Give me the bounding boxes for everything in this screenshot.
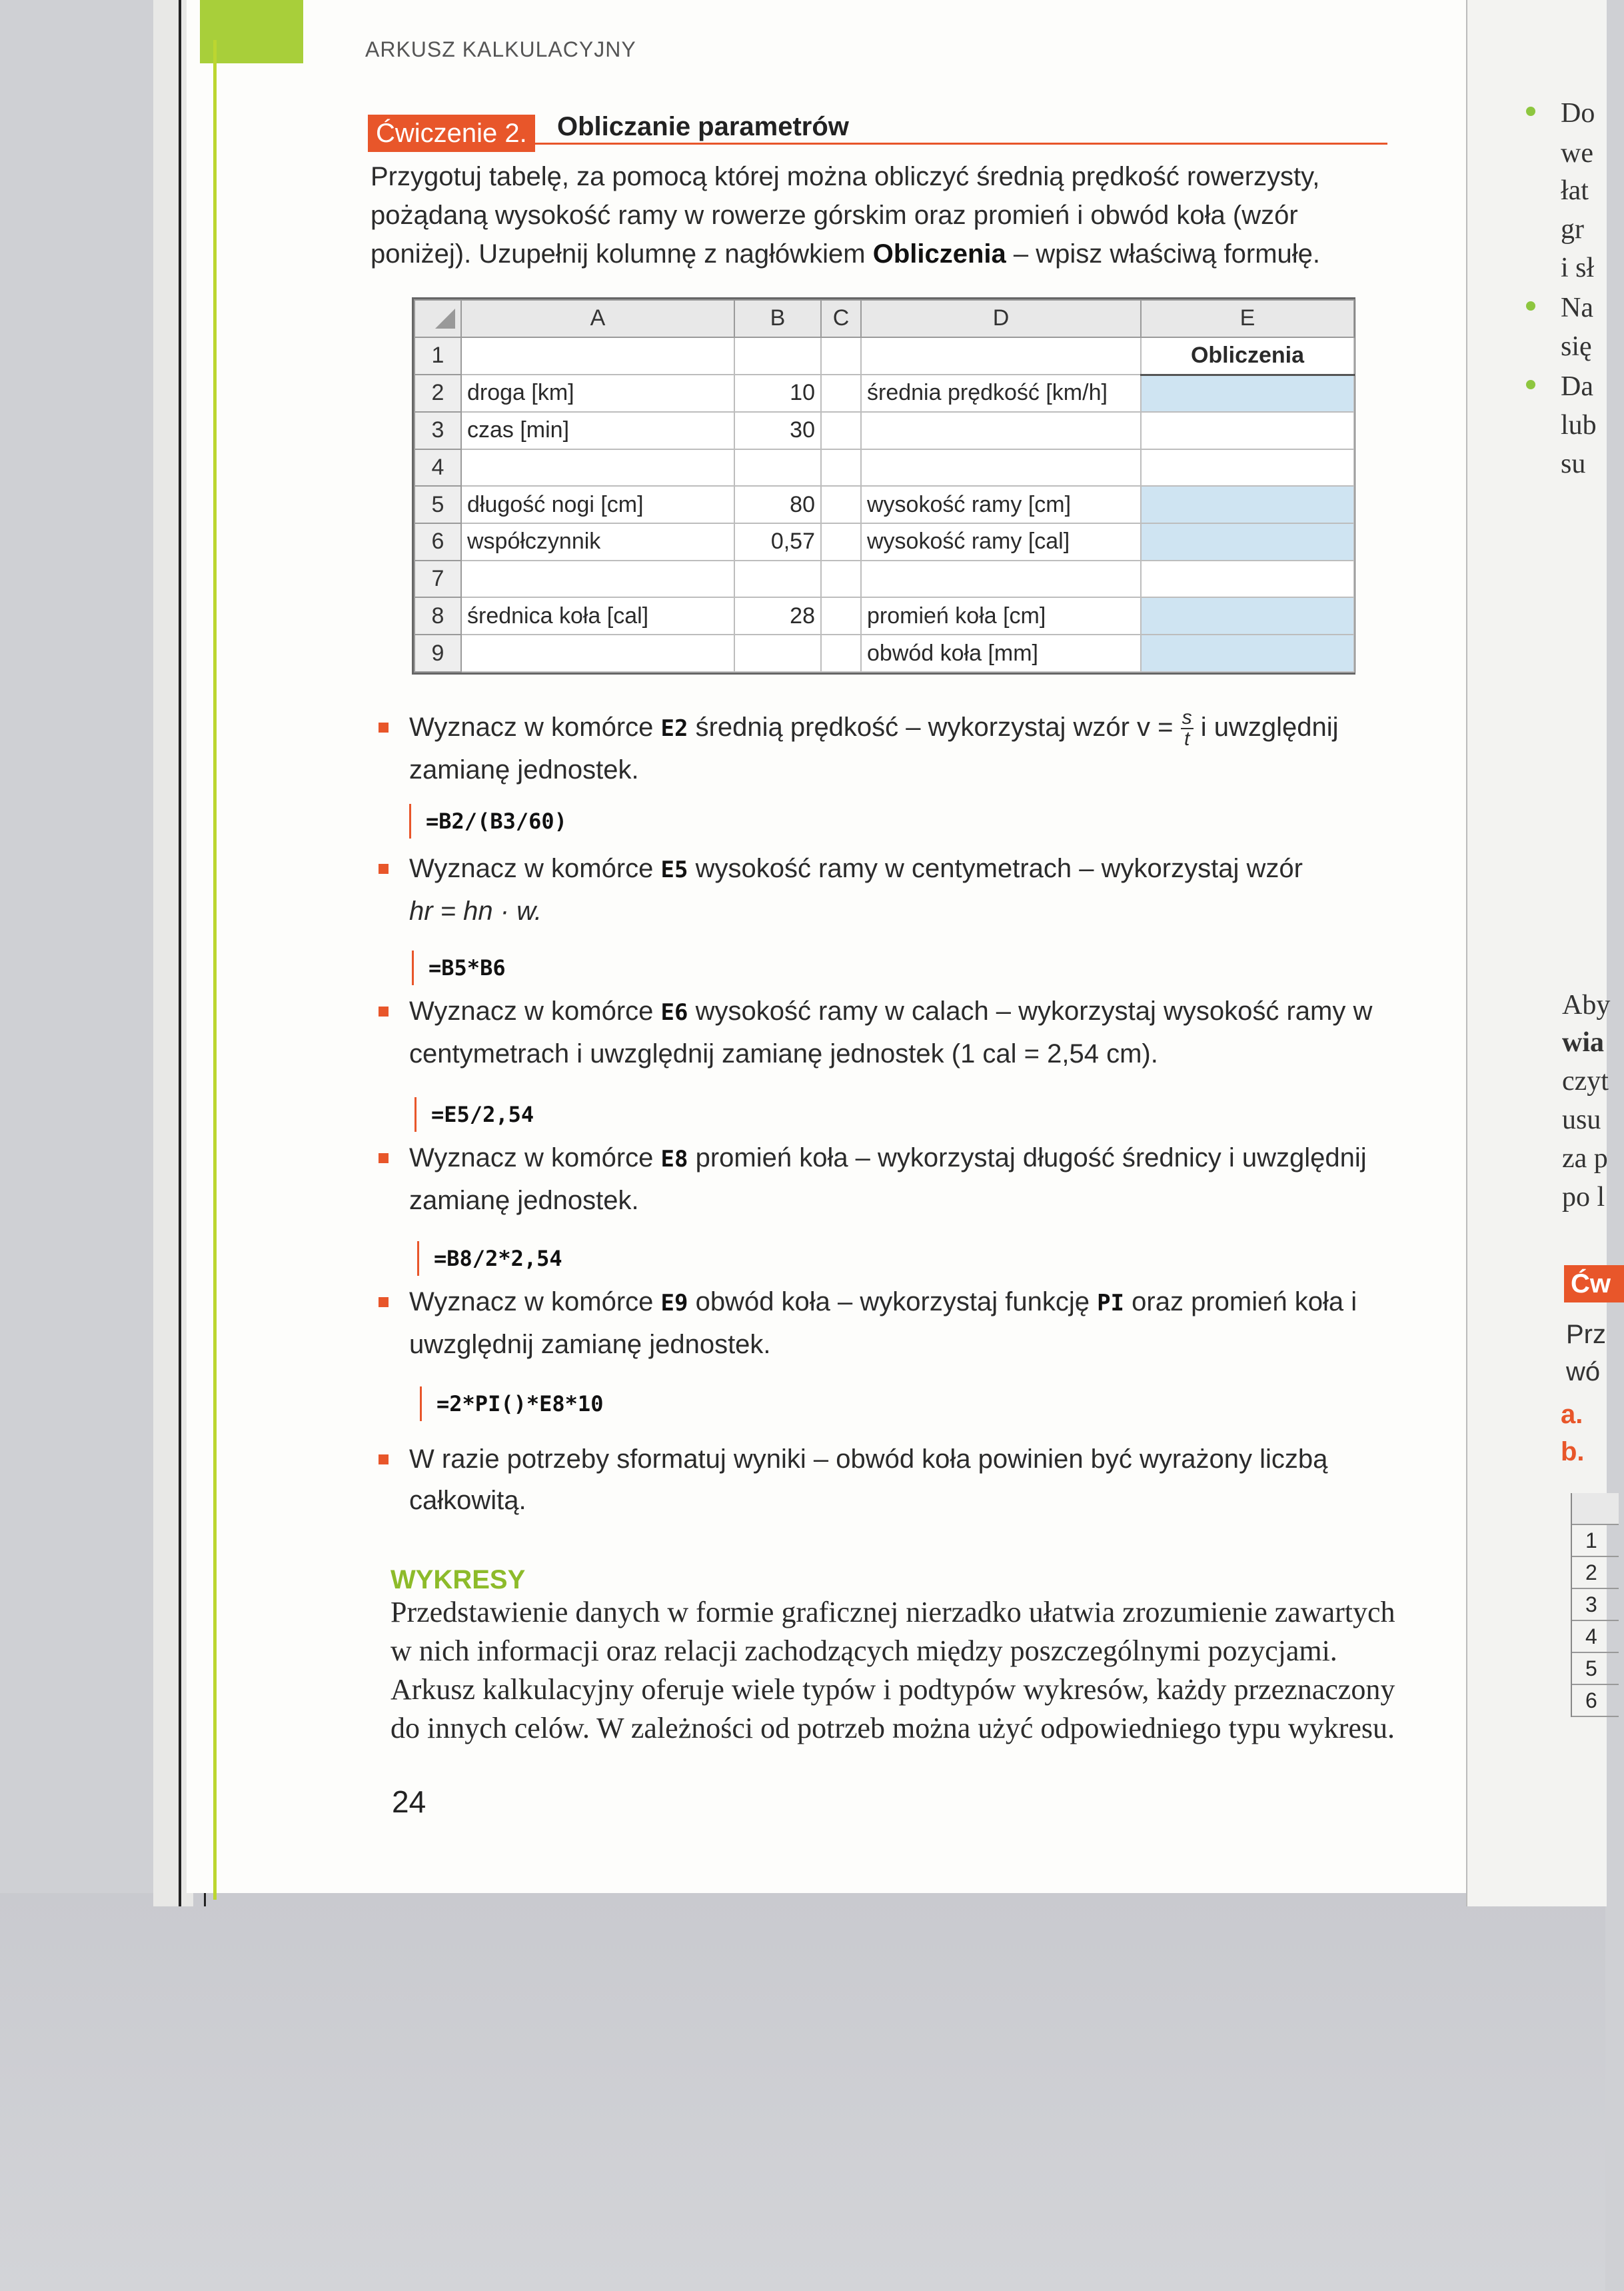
table-row <box>414 486 1354 523</box>
bullet-square <box>379 1454 389 1464</box>
column-header-c[interactable]: C <box>821 300 861 337</box>
facing-page: Do we łat gr i sł Na się Da lub su Aby wia czyt usu za p po l Ćw Prz wó a. b. 1 2 3 4 5 6 <box>1466 0 1607 1906</box>
cell-b2[interactable]: 10 <box>734 375 821 412</box>
bullet-square <box>379 1153 389 1163</box>
cell-c9[interactable] <box>821 635 861 672</box>
cell-c8[interactable] <box>821 597 861 635</box>
cell-b6[interactable]: 0,57 <box>734 523 821 561</box>
cell-a4[interactable] <box>461 449 734 487</box>
cell-a8[interactable]: średnica koła [cal] <box>461 597 734 635</box>
cell-b9[interactable] <box>734 635 821 672</box>
column-header-e[interactable]: E <box>1141 300 1354 337</box>
cell-ref: E2 <box>660 715 688 742</box>
intro-bold: Obliczenia <box>872 239 1006 269</box>
row-number[interactable]: 8 <box>414 597 461 635</box>
row-number[interactable]: 1 <box>414 337 461 375</box>
cell-c4[interactable] <box>821 449 861 487</box>
table-row <box>414 337 1354 375</box>
cell-a2[interactable]: droga [km] <box>461 375 734 412</box>
bullet-square <box>379 1007 389 1017</box>
cell-c6[interactable] <box>821 523 861 561</box>
cell-ref: E9 <box>660 1290 688 1316</box>
cell-ref: E5 <box>660 857 688 883</box>
row-number[interactable]: 5 <box>414 486 461 523</box>
cell-b4[interactable] <box>734 449 821 487</box>
spreadsheet <box>412 297 1355 675</box>
column-header-b[interactable]: B <box>734 300 821 337</box>
row-number[interactable]: 7 <box>414 561 461 598</box>
bullet-dot <box>1526 301 1535 311</box>
cell-e3[interactable] <box>1141 412 1354 449</box>
chapter-margin-line <box>213 40 217 1900</box>
cell-a6[interactable]: współczynnik <box>461 523 734 561</box>
cell-a3[interactable]: czas [min] <box>461 412 734 449</box>
exercise-label: Ćwiczenie 2. <box>368 115 535 152</box>
cell-c7[interactable] <box>821 561 861 598</box>
cell-b5[interactable]: 80 <box>734 486 821 523</box>
cell-c1[interactable] <box>821 337 861 375</box>
cell-d2[interactable]: średnia prędkość [km/h] <box>861 375 1141 412</box>
cell-b7[interactable] <box>734 561 821 598</box>
task-item: W razie potrzeby sformatuj wyniki – obwód koła powinien być wyrażony liczbą całkowitą. <box>379 1438 1405 1521</box>
cell-e8[interactable] <box>1141 597 1354 635</box>
table-row <box>414 635 1354 672</box>
task-item: Wyznacz w komórce E8 promień koła – wykorzystaj długość średnicy i uwzględnij zamianę jednostek. <box>379 1137 1405 1221</box>
cell-b3[interactable]: 30 <box>734 412 821 449</box>
row-number[interactable]: 4 <box>414 449 461 487</box>
page-number: 24 <box>392 1784 426 1819</box>
exercise-title: Obliczanie parametrów <box>557 112 849 141</box>
cell-e2[interactable] <box>1141 375 1354 412</box>
column-header-d[interactable]: D <box>861 300 1141 337</box>
running-head: ARKUSZ KALKULACYJNY <box>365 37 636 61</box>
bullet-square <box>379 1297 389 1307</box>
task-item: Wyznacz w komórce E6 wysokość ramy w calach – wykorzystaj wysokość ramy w centymetrach i uwzględnij zamianę jednostek (1 cal = 2,54 cm). <box>379 991 1405 1075</box>
intro-text: Przygotuj tabelę, za pomocą której można obliczyć średnią prędkość rowerzysty, pożądaną wysokość ramy w rowerze górskim oraz promień i obwód koła (wzór poniżej). Uzupełnij kolumnę z nagłówkiem <box>371 162 1320 269</box>
row-number[interactable]: 2 <box>414 375 461 412</box>
cell-e4[interactable] <box>1141 449 1354 487</box>
cell-c3[interactable] <box>821 412 861 449</box>
cell-b8[interactable]: 28 <box>734 597 821 635</box>
formula: =B8/2*2,54 <box>417 1241 562 1276</box>
section-paragraph: Przedstawienie danych w formie graficznej nierzadko ułatwia zrozumienie zawartych w nich informacji oraz relacji zachodzących między poszczególnymi pozycjami. Arkusz kalkulacyjny oferuje wiele typów i podtypów wykresów, każdy przeznaczony do innych celów. W zależności od potrzeb można użyć odpowiedniego typu wykresu. <box>391 1596 1395 1744</box>
cell-d8[interactable]: promień koła [cm] <box>861 597 1141 635</box>
column-header-row <box>414 300 1354 337</box>
bullet-square <box>379 723 389 733</box>
cell-a7[interactable] <box>461 561 734 598</box>
cell-d7[interactable] <box>861 561 1141 598</box>
intro-text-end: – wpisz właściwą formułę. <box>1006 239 1321 269</box>
table-row <box>414 597 1354 635</box>
bullet-square <box>379 864 389 874</box>
scan-background <box>0 1893 1605 2291</box>
cell-a1[interactable] <box>461 337 734 375</box>
cell-e1[interactable]: Obliczenia <box>1141 337 1354 375</box>
cell-c2[interactable] <box>821 375 861 412</box>
cell-e9[interactable] <box>1141 635 1354 672</box>
cell-c5[interactable] <box>821 486 861 523</box>
select-all-corner[interactable] <box>414 300 461 337</box>
cell-a5[interactable]: długość nogi [cm] <box>461 486 734 523</box>
row-number[interactable]: 3 <box>414 412 461 449</box>
row-number[interactable]: 6 <box>414 523 461 561</box>
cell-ref: E8 <box>660 1146 688 1172</box>
cell-d1[interactable] <box>861 337 1141 375</box>
cell-d9[interactable]: obwód koła [mm] <box>861 635 1141 672</box>
table-row <box>414 523 1354 561</box>
table-row <box>414 449 1354 487</box>
cell-e6[interactable] <box>1141 523 1354 561</box>
formula: =B5*B6 <box>412 951 506 985</box>
task-item: Wyznacz w komórce E5 wysokość ramy w centymetrach – wykorzystaj wzór hr = hn · w. <box>379 848 1405 932</box>
cell-a9[interactable] <box>461 635 734 672</box>
row-number[interactable]: 9 <box>414 635 461 672</box>
task-item: Wyznacz w komórce E9 obwód koła – wykorzystaj funkcję PI oraz promień koła i uwzględnij zamianę jednostek. <box>379 1281 1405 1365</box>
cell-e7[interactable] <box>1141 561 1354 598</box>
bullet-dot <box>1526 107 1535 116</box>
exercise-label-right: Ćw <box>1564 1265 1624 1302</box>
bullet-dot <box>1526 380 1535 389</box>
cell-d3[interactable] <box>861 412 1141 449</box>
binding-line <box>179 0 181 1906</box>
formula: =E5/2,54 <box>414 1097 534 1132</box>
task-item: Wyznacz w komórce E2 średnią prędkość – wykorzystaj wzór v = $\frac{s}{t}$ i uwzględnij zamianę jednostek. <box>379 707 1405 791</box>
fraction: $\frac{s}{t}$ <box>1182 707 1192 751</box>
column-header-a[interactable]: A <box>461 300 734 337</box>
function-name: PI <box>1097 1290 1125 1316</box>
exercise-intro <box>371 157 1397 273</box>
facing-spreadsheet: 1 2 3 4 5 6 <box>1571 1493 1619 1717</box>
table-row <box>414 375 1354 412</box>
formula: =B2/(B3/60) <box>409 804 567 839</box>
math-formula: hr = hn · w. <box>409 897 542 926</box>
cell-d5[interactable]: wysokość ramy [cm] <box>861 486 1141 523</box>
table-row <box>414 412 1354 449</box>
cell-d6[interactable]: wysokość ramy [cal] <box>861 523 1141 561</box>
table-row <box>414 561 1354 598</box>
section-heading: WYKRESY <box>391 1565 526 1594</box>
cell-b1[interactable] <box>734 337 821 375</box>
formula: =2*PI()*E8*10 <box>420 1386 603 1421</box>
cell-d4[interactable] <box>861 449 1141 487</box>
cell-e5[interactable] <box>1141 486 1354 523</box>
cell-ref: E6 <box>660 999 688 1026</box>
